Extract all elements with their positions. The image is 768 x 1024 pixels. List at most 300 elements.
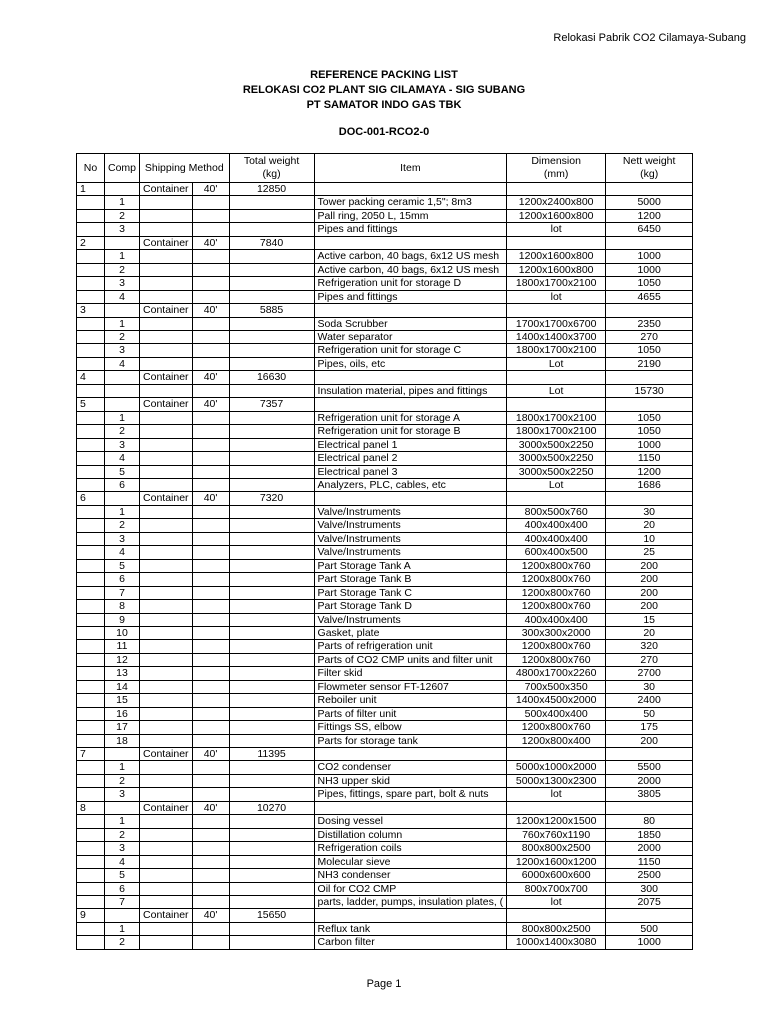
cell-dimension [507, 371, 606, 384]
cell-dimension [507, 304, 606, 317]
cell-item: Flowmeter sensor FT-12607 [314, 680, 507, 693]
cell-no [77, 855, 105, 868]
cell-total-weight [229, 896, 314, 909]
cell-comp: 2 [105, 774, 140, 787]
document-title [0, 68, 768, 113]
cell-dimension: lot [507, 896, 606, 909]
cell-nett-weight: 15 [606, 613, 693, 626]
cell-total-weight: 16630 [229, 371, 314, 384]
cell-comp: 3 [105, 788, 140, 801]
cell-total-weight [229, 922, 314, 935]
cell-dimension: 760x760x1190 [507, 828, 606, 841]
table-row-container [77, 909, 693, 922]
cell-comp: 2 [105, 519, 140, 532]
cell-no [77, 586, 105, 599]
cell-container-size [192, 317, 229, 330]
cell-item: Distillation column [314, 828, 507, 841]
cell-total-weight [229, 626, 314, 639]
cell-dimension: 800x800x2500 [507, 922, 606, 935]
cell-dimension: 1400x1400x3700 [507, 330, 606, 343]
table-row [77, 855, 693, 868]
cell-container-size [192, 774, 229, 787]
cell-dimension: 500x400x400 [507, 707, 606, 720]
cell-container-size [192, 640, 229, 653]
table-row [77, 425, 693, 438]
table-row [77, 842, 693, 855]
cell-comp: 4 [105, 855, 140, 868]
cell-total-weight [229, 263, 314, 276]
cell-total-weight [229, 600, 314, 613]
cell-dimension: 1200x1600x1200 [507, 855, 606, 868]
cell-no [77, 613, 105, 626]
cell-container-size [192, 694, 229, 707]
cell-shipping-method [140, 452, 193, 465]
cell-total-weight [229, 936, 314, 949]
cell-no [77, 317, 105, 330]
cell-comp [105, 384, 140, 397]
cell-shipping-method [140, 600, 193, 613]
cell-shipping-method [140, 478, 193, 491]
page-header: Relokasi Pabrik CO2 Cilamaya-Subang [553, 32, 746, 44]
cell-no [77, 532, 105, 545]
cell-container-size [192, 478, 229, 491]
cell-item: Oil for CO2 CMP [314, 882, 507, 895]
table-row [77, 761, 693, 774]
cell-container-size [192, 546, 229, 559]
cell-shipping-method [140, 653, 193, 666]
cell-item: Refrigeration unit for storage C [314, 344, 507, 357]
cell-nett-weight: 15730 [606, 384, 693, 397]
table-row [77, 680, 693, 693]
cell-no [77, 263, 105, 276]
cell-total-weight [229, 344, 314, 357]
cell-comp: 8 [105, 600, 140, 613]
table-row [77, 721, 693, 734]
cell-container-size [192, 559, 229, 572]
cell-shipping-method [140, 438, 193, 451]
cell-dimension [507, 398, 606, 411]
cell-no [77, 896, 105, 909]
cell-item: Valve/Instruments [314, 546, 507, 559]
cell-no: 8 [77, 801, 105, 814]
cell-container-size [192, 882, 229, 895]
cell-comp: 1 [105, 922, 140, 935]
cell-total-weight [229, 223, 314, 236]
cell-dimension: 1200x800x760 [507, 653, 606, 666]
cell-container-size: 40' [192, 909, 229, 922]
cell-no [77, 223, 105, 236]
cell-container-size: 40' [192, 371, 229, 384]
cell-no [77, 519, 105, 532]
cell-dimension: 1800x1700x2100 [507, 344, 606, 357]
title-line-2: RELOKASI CO2 PLANT SIG CILAMAYA - SIG SUBANG [242, 84, 526, 96]
cell-item: Refrigeration unit for storage A [314, 411, 507, 424]
cell-comp: 2 [105, 828, 140, 841]
cell-item: Pall ring, 2050 L, 15mm [314, 209, 507, 222]
cell-nett-weight: 1000 [606, 438, 693, 451]
cell-shipping-method [140, 640, 193, 653]
cell-dimension: 1200x1600x800 [507, 250, 606, 263]
cell-comp [105, 236, 140, 249]
cell-item: Reflux tank [314, 922, 507, 935]
cell-no: 9 [77, 909, 105, 922]
cell-dimension: 300x300x2000 [507, 626, 606, 639]
cell-total-weight: 12850 [229, 183, 314, 196]
cell-total-weight [229, 452, 314, 465]
cell-item [314, 909, 507, 922]
cell-comp: 5 [105, 465, 140, 478]
cell-no [77, 882, 105, 895]
cell-nett-weight [606, 748, 693, 761]
cell-container-size [192, 600, 229, 613]
table-row [77, 936, 693, 949]
cell-comp [105, 398, 140, 411]
cell-nett-weight: 3805 [606, 788, 693, 801]
cell-nett-weight: 5500 [606, 761, 693, 774]
cell-dimension: 1200x800x760 [507, 600, 606, 613]
cell-no [77, 250, 105, 263]
cell-dimension: 4800x1700x2260 [507, 667, 606, 680]
cell-comp: 15 [105, 694, 140, 707]
cell-comp: 17 [105, 721, 140, 734]
table-row [77, 828, 693, 841]
cell-nett-weight: 30 [606, 680, 693, 693]
cell-nett-weight: 1000 [606, 250, 693, 263]
cell-dimension: 5000x1000x2000 [507, 761, 606, 774]
cell-nett-weight: 2000 [606, 774, 693, 787]
table-row-container [77, 492, 693, 505]
cell-comp [105, 304, 140, 317]
cell-container-size [192, 855, 229, 868]
cell-container-size [192, 223, 229, 236]
cell-item: Part Storage Tank D [314, 600, 507, 613]
cell-dimension: 400x400x400 [507, 519, 606, 532]
cell-comp [105, 492, 140, 505]
cell-item: Dosing vessel [314, 815, 507, 828]
cell-shipping-method: Container [140, 236, 193, 249]
cell-shipping-method [140, 680, 193, 693]
cell-item: Part Storage Tank C [314, 586, 507, 599]
cell-total-weight [229, 384, 314, 397]
table-row [77, 882, 693, 895]
cell-shipping-method [140, 465, 193, 478]
cell-total-weight [229, 761, 314, 774]
cell-item: Active carbon, 40 bags, 6x12 US mesh [314, 250, 507, 263]
cell-comp: 4 [105, 290, 140, 303]
cell-dimension: 1200x1600x800 [507, 209, 606, 222]
cell-container-size: 40' [192, 183, 229, 196]
cell-no [77, 707, 105, 720]
cell-total-weight: 11395 [229, 748, 314, 761]
cell-total-weight [229, 277, 314, 290]
cell-total-weight [229, 330, 314, 343]
document-number: DOC-001-RCO2-0 [338, 126, 430, 138]
cell-container-size [192, 869, 229, 882]
table-row [77, 600, 693, 613]
cell-total-weight [229, 573, 314, 586]
table-row [77, 438, 693, 451]
cell-shipping-method [140, 573, 193, 586]
cell-item: Reboiler unit [314, 694, 507, 707]
table-row [77, 774, 693, 787]
cell-shipping-method [140, 357, 193, 370]
cell-item: Carbon filter [314, 936, 507, 949]
cell-total-weight: 7840 [229, 236, 314, 249]
cell-nett-weight: 200 [606, 600, 693, 613]
table-row [77, 519, 693, 532]
cell-item: Tower packing ceramic 1,5"; 8m3 [314, 196, 507, 209]
cell-comp: 6 [105, 882, 140, 895]
cell-dimension: 3000x500x2250 [507, 452, 606, 465]
cell-item: Pipes and fittings [314, 290, 507, 303]
cell-comp: 9 [105, 613, 140, 626]
table-row-container [77, 371, 693, 384]
cell-container-size [192, 344, 229, 357]
cell-container-size [192, 573, 229, 586]
table-row [77, 640, 693, 653]
cell-container-size [192, 788, 229, 801]
cell-shipping-method: Container [140, 304, 193, 317]
cell-dimension [507, 236, 606, 249]
cell-nett-weight: 200 [606, 734, 693, 747]
cell-comp: 1 [105, 815, 140, 828]
cell-dimension [507, 801, 606, 814]
cell-dimension: lot [507, 290, 606, 303]
cell-comp: 2 [105, 425, 140, 438]
cell-no [77, 842, 105, 855]
cell-nett-weight: 25 [606, 546, 693, 559]
cell-dimension: 1200x800x760 [507, 640, 606, 653]
table-header-row [77, 154, 693, 183]
table-row [77, 330, 693, 343]
cell-item [314, 304, 507, 317]
cell-dimension: 1200x800x760 [507, 586, 606, 599]
cell-no [77, 505, 105, 518]
cell-total-weight [229, 196, 314, 209]
cell-total-weight [229, 680, 314, 693]
cell-shipping-method [140, 788, 193, 801]
cell-shipping-method [140, 290, 193, 303]
cell-dimension: lot [507, 223, 606, 236]
cell-no: 6 [77, 492, 105, 505]
cell-nett-weight [606, 909, 693, 922]
cell-item: Parts of refrigeration unit [314, 640, 507, 653]
cell-item [314, 801, 507, 814]
cell-nett-weight [606, 492, 693, 505]
cell-container-size [192, 330, 229, 343]
cell-comp: 1 [105, 505, 140, 518]
cell-dimension: 1400x4500x2000 [507, 694, 606, 707]
cell-nett-weight [606, 304, 693, 317]
cell-no [77, 788, 105, 801]
cell-item: Electrical panel 1 [314, 438, 507, 451]
cell-total-weight [229, 855, 314, 868]
cell-nett-weight: 1686 [606, 478, 693, 491]
cell-container-size [192, 357, 229, 370]
table-row [77, 734, 693, 747]
cell-dimension: 400x400x400 [507, 532, 606, 545]
cell-dimension: 1800x1700x2100 [507, 411, 606, 424]
cell-dimension: 1800x1700x2100 [507, 277, 606, 290]
table-row [77, 209, 693, 222]
cell-comp: 3 [105, 223, 140, 236]
cell-item: Electrical panel 3 [314, 465, 507, 478]
cell-total-weight: 7357 [229, 398, 314, 411]
cell-nett-weight: 1150 [606, 855, 693, 868]
cell-total-weight [229, 425, 314, 438]
cell-container-size: 40' [192, 801, 229, 814]
cell-item: Insulation material, pipes and fittings [314, 384, 507, 397]
cell-comp: 1 [105, 196, 140, 209]
cell-container-size [192, 465, 229, 478]
cell-item: Gasket, plate [314, 626, 507, 639]
cell-nett-weight: 50 [606, 707, 693, 720]
cell-container-size [192, 815, 229, 828]
cell-total-weight [229, 828, 314, 841]
cell-shipping-method: Container [140, 909, 193, 922]
cell-container-size [192, 653, 229, 666]
cell-item: Parts of filter unit [314, 707, 507, 720]
cell-no [77, 411, 105, 424]
cell-item: Filter skid [314, 667, 507, 680]
cell-shipping-method [140, 896, 193, 909]
cell-total-weight [229, 478, 314, 491]
table-row [77, 559, 693, 572]
table-row-container [77, 801, 693, 814]
cell-total-weight [229, 438, 314, 451]
cell-shipping-method [140, 196, 193, 209]
cell-nett-weight: 1200 [606, 209, 693, 222]
table-row [77, 546, 693, 559]
cell-comp: 2 [105, 330, 140, 343]
table-row [77, 357, 693, 370]
cell-no [77, 559, 105, 572]
cell-shipping-method [140, 855, 193, 868]
cell-comp [105, 183, 140, 196]
table-row [77, 707, 693, 720]
cell-item: NH3 upper skid [314, 774, 507, 787]
cell-nett-weight: 6450 [606, 223, 693, 236]
cell-no [77, 761, 105, 774]
table-row [77, 465, 693, 478]
cell-total-weight [229, 640, 314, 653]
cell-comp: 2 [105, 209, 140, 222]
cell-shipping-method [140, 505, 193, 518]
cell-total-weight [229, 721, 314, 734]
cell-dimension: 1000x1400x3080 [507, 936, 606, 949]
cell-nett-weight [606, 371, 693, 384]
cell-container-size: 40' [192, 304, 229, 317]
cell-total-weight [229, 532, 314, 545]
cell-item [314, 398, 507, 411]
cell-shipping-method [140, 546, 193, 559]
cell-no [77, 680, 105, 693]
cell-no [77, 330, 105, 343]
cell-no [77, 384, 105, 397]
cell-item: Analyzers, PLC, cables, etc [314, 478, 507, 491]
cell-shipping-method [140, 815, 193, 828]
cell-no [77, 667, 105, 680]
cell-item [314, 492, 507, 505]
cell-total-weight [229, 694, 314, 707]
cell-no [77, 640, 105, 653]
cell-comp: 3 [105, 344, 140, 357]
cell-item: Parts for storage tank [314, 734, 507, 747]
col-header-nett-weight: Nett weight (kg) [606, 154, 693, 183]
col-header-total-weight: Total weight (kg) [229, 154, 314, 183]
cell-nett-weight [606, 398, 693, 411]
cell-shipping-method: Container [140, 183, 193, 196]
cell-comp [105, 909, 140, 922]
table-row [77, 694, 693, 707]
cell-container-size [192, 209, 229, 222]
table-row [77, 505, 693, 518]
table-row-container [77, 183, 693, 196]
cell-no [77, 478, 105, 491]
table-row [77, 586, 693, 599]
cell-nett-weight [606, 183, 693, 196]
table-row [77, 869, 693, 882]
table-row [77, 452, 693, 465]
cell-no [77, 344, 105, 357]
cell-nett-weight: 4655 [606, 290, 693, 303]
cell-item: Refrigeration unit for storage D [314, 277, 507, 290]
cell-container-size [192, 425, 229, 438]
cell-nett-weight: 1050 [606, 277, 693, 290]
cell-shipping-method [140, 250, 193, 263]
table-row [77, 532, 693, 545]
cell-shipping-method [140, 734, 193, 747]
col-header-comp: Comp [105, 154, 140, 183]
cell-item: Electrical panel 2 [314, 452, 507, 465]
cell-comp: 6 [105, 573, 140, 586]
cell-total-weight [229, 882, 314, 895]
cell-total-weight [229, 613, 314, 626]
cell-shipping-method: Container [140, 801, 193, 814]
cell-item [314, 748, 507, 761]
cell-dimension [507, 492, 606, 505]
cell-nett-weight: 5000 [606, 196, 693, 209]
cell-item: Part Storage Tank A [314, 559, 507, 572]
cell-shipping-method [140, 384, 193, 397]
table-row [77, 922, 693, 935]
cell-total-weight: 15650 [229, 909, 314, 922]
cell-comp: 4 [105, 546, 140, 559]
cell-comp: 5 [105, 869, 140, 882]
cell-nett-weight: 2700 [606, 667, 693, 680]
cell-item: Valve/Instruments [314, 519, 507, 532]
table-row [77, 411, 693, 424]
col-header-no: No [77, 154, 105, 183]
cell-container-size: 40' [192, 748, 229, 761]
cell-shipping-method [140, 317, 193, 330]
cell-nett-weight: 20 [606, 519, 693, 532]
cell-nett-weight: 320 [606, 640, 693, 653]
cell-dimension [507, 748, 606, 761]
cell-nett-weight [606, 236, 693, 249]
cell-no [77, 936, 105, 949]
title-line-3: PT SAMATOR INDO GAS TBK [306, 99, 462, 111]
cell-total-weight [229, 250, 314, 263]
cell-total-weight [229, 707, 314, 720]
cell-total-weight [229, 505, 314, 518]
cell-total-weight [229, 586, 314, 599]
cell-nett-weight: 2075 [606, 896, 693, 909]
cell-nett-weight: 200 [606, 586, 693, 599]
cell-shipping-method [140, 882, 193, 895]
cell-nett-weight: 2500 [606, 869, 693, 882]
table-row-container [77, 236, 693, 249]
